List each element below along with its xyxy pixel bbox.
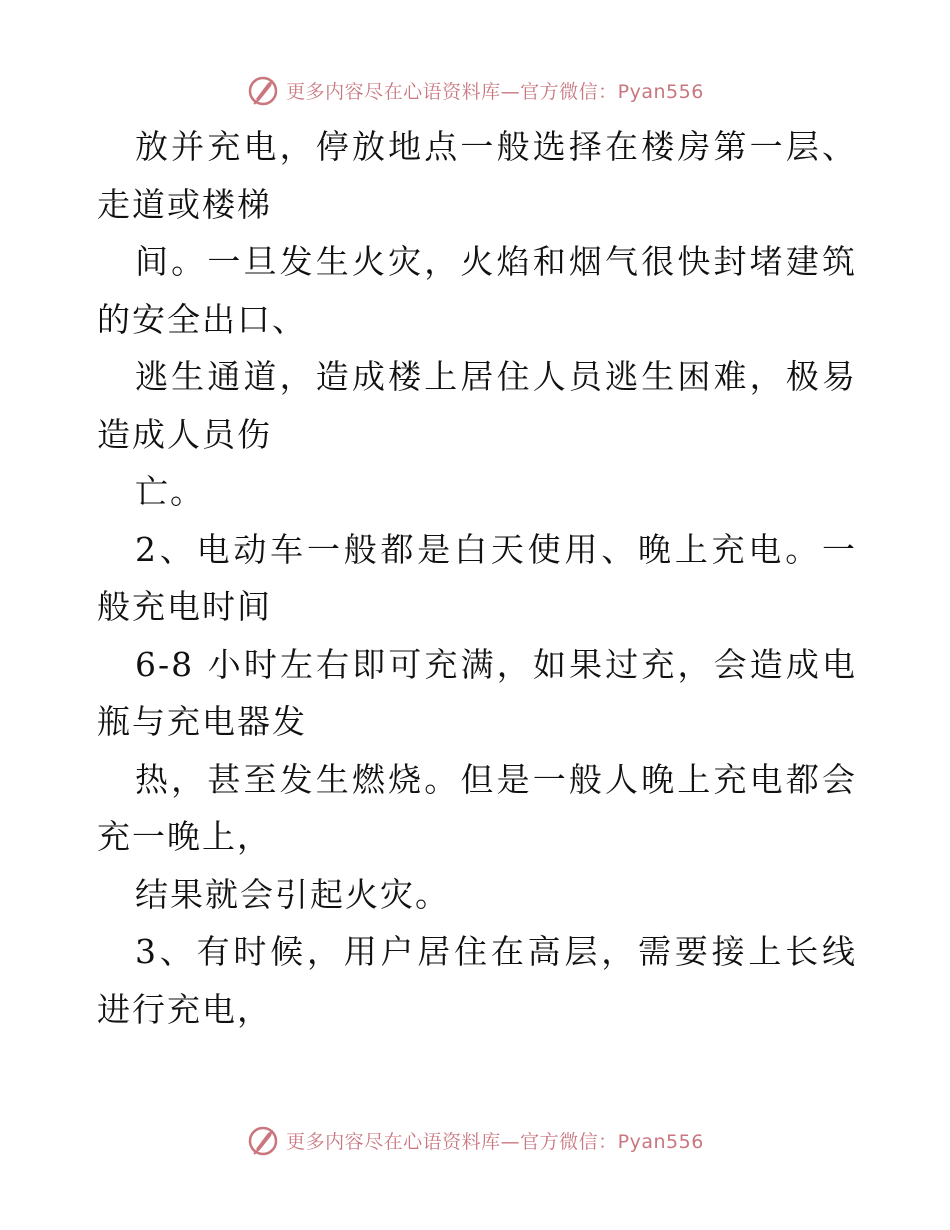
paragraph-3: 逃生通道，造成楼上居住人员逃生困难，极易造成人员伤 bbox=[97, 357, 857, 454]
document-body bbox=[0, 118, 950, 1038]
paragraph-7: 热，甚至发生燃烧。但是一般人晚上充电都会充一晚上， bbox=[97, 759, 857, 856]
footer-banner bbox=[0, 1120, 950, 1160]
paragraph-2: 间。一旦发生火灾，火焰和烟气很快封堵建筑的安全出口、 bbox=[97, 242, 857, 339]
paragraph-9: 3、有时候，用户居住在高层，需要接上长线进行充电， bbox=[97, 932, 857, 1029]
quill-pen-logo-icon bbox=[246, 73, 280, 107]
header-banner bbox=[0, 70, 950, 110]
paragraph-5: 2、电动车一般都是白天使用、晚上充电。一般充电时间 bbox=[97, 529, 857, 626]
paragraph-1: 放并充电，停放地点一般选择在楼房第一层、走道或楼梯 bbox=[97, 127, 857, 224]
quill-pen-logo-icon bbox=[246, 1123, 280, 1157]
footer-banner-text: 更多内容尽在心语资料库—官方微信：Pyan556 bbox=[286, 1130, 704, 1153]
header-banner-text: 更多内容尽在心语资料库—官方微信：Pyan556 bbox=[286, 80, 704, 103]
paragraph-6: 6-8 小时左右即可充满，如果过充，会造成电瓶与充电器发 bbox=[97, 644, 857, 741]
paragraph-4: 亡。 bbox=[135, 472, 205, 511]
paragraph-8: 结果就会引起火灾。 bbox=[135, 874, 450, 914]
